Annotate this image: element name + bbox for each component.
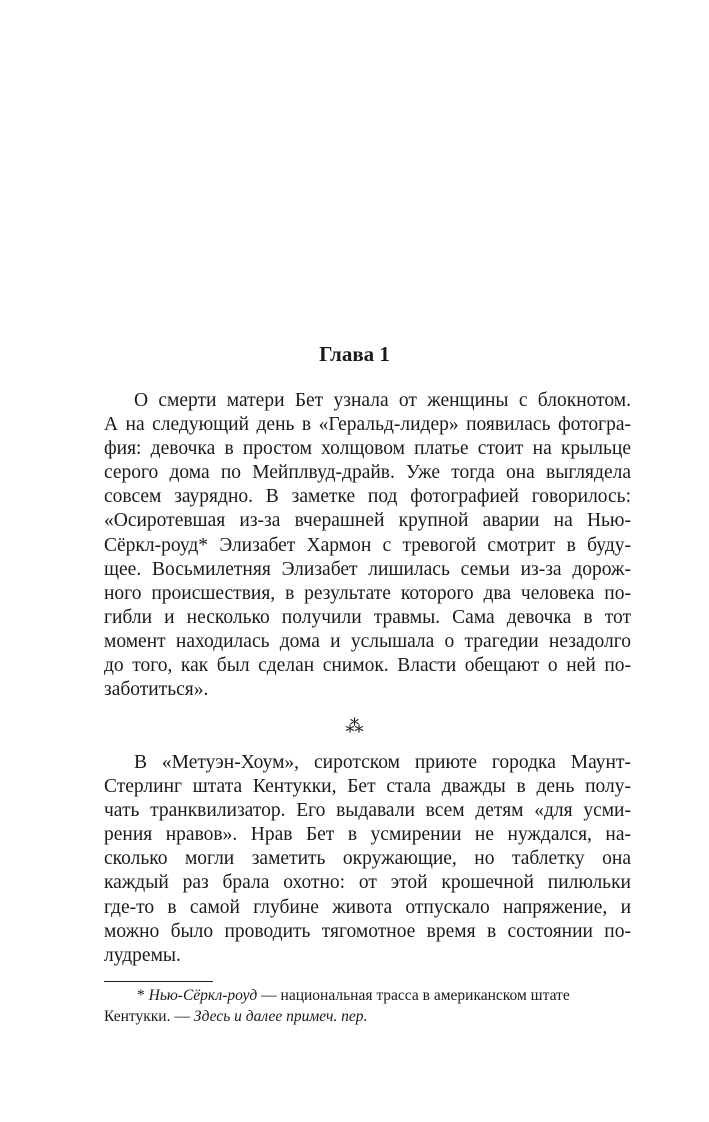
text-line: фия: девочка в простом холщовом платье стоит на крыльце: [104, 438, 631, 460]
paragraph-2: [104, 751, 631, 968]
text-line: рения нравов». Нрав Бет в усмирении не нуждался, на-: [104, 824, 631, 846]
footnote-text: — национальная трасса в американском штате: [257, 987, 570, 1004]
footnote-line: [104, 986, 631, 1007]
text-line: О смерти матери Бет узнала от женщины с блокнотом.: [134, 390, 631, 411]
text-line: сколько могли заметить окружающие, но таблетку она: [104, 848, 631, 870]
text-line: заботиться».: [104, 679, 209, 701]
text-line: можно было проводить тягомотное время в состоянии по-: [104, 920, 631, 942]
footnote-term: Нью-Сёркл-роуд: [148, 987, 258, 1004]
text-line: до того, как был сделан снимок. Власти обещают о ней по-: [104, 655, 631, 677]
text-line: гибли и несколько получили травмы. Сама девочка в тот: [104, 606, 631, 628]
text-line: каждый раз брала охотно: от этой крошечной пилюльки: [104, 872, 631, 894]
text-line: совсем заурядно. В заметке под фотографией говорилось:: [104, 486, 631, 508]
section-separator: ⁂: [345, 716, 364, 736]
text-line: Сёркл-роуд* Элизабет Хармон с тревогой смотрит в буду-: [104, 534, 631, 556]
text-line: серого дома по Мейплвуд-драйв. Уже тогда она выглядела: [104, 462, 631, 484]
text-line: «Осиротевшая из-за вчерашней крупной аварии на Нью-: [104, 510, 631, 532]
footnote-marker: *: [137, 987, 149, 1004]
text-line: чать транквилизатор. Его выдавали всем детям «для усми-: [104, 800, 631, 822]
text-line: момент находилась дома и услышала о трагедии незадолго: [104, 630, 631, 652]
text-line: ного происшествия, в результате которого два человека по-: [104, 582, 631, 604]
footnote: [104, 986, 631, 1027]
text-line: лудремы.: [104, 944, 181, 966]
footnote-rule: [104, 981, 213, 982]
paragraph-1: [104, 389, 631, 702]
chapter-title: Глава 1: [319, 342, 390, 366]
footnote-text: Кентукки. —: [104, 1007, 194, 1025]
footnote-line: [104, 1007, 631, 1028]
footnote-note: Здесь и далее примеч. пер.: [193, 1007, 368, 1025]
text-line: В «Метуэн-Хоум», сиротском приюте городка Маунт-: [134, 752, 631, 773]
text-line: щее. Восьмилетняя Элизабет лишилась семьи из-за дорож-: [104, 558, 631, 580]
text-line: где-то в самой глубине живота отпускало напряжение, и: [104, 896, 631, 918]
text-line: Стерлинг штата Кентукки, Бет стала дважды в день полу-: [104, 776, 631, 798]
text-line: А на следующий день в «Геральд-лидер» появилась фотогра-: [104, 414, 631, 436]
